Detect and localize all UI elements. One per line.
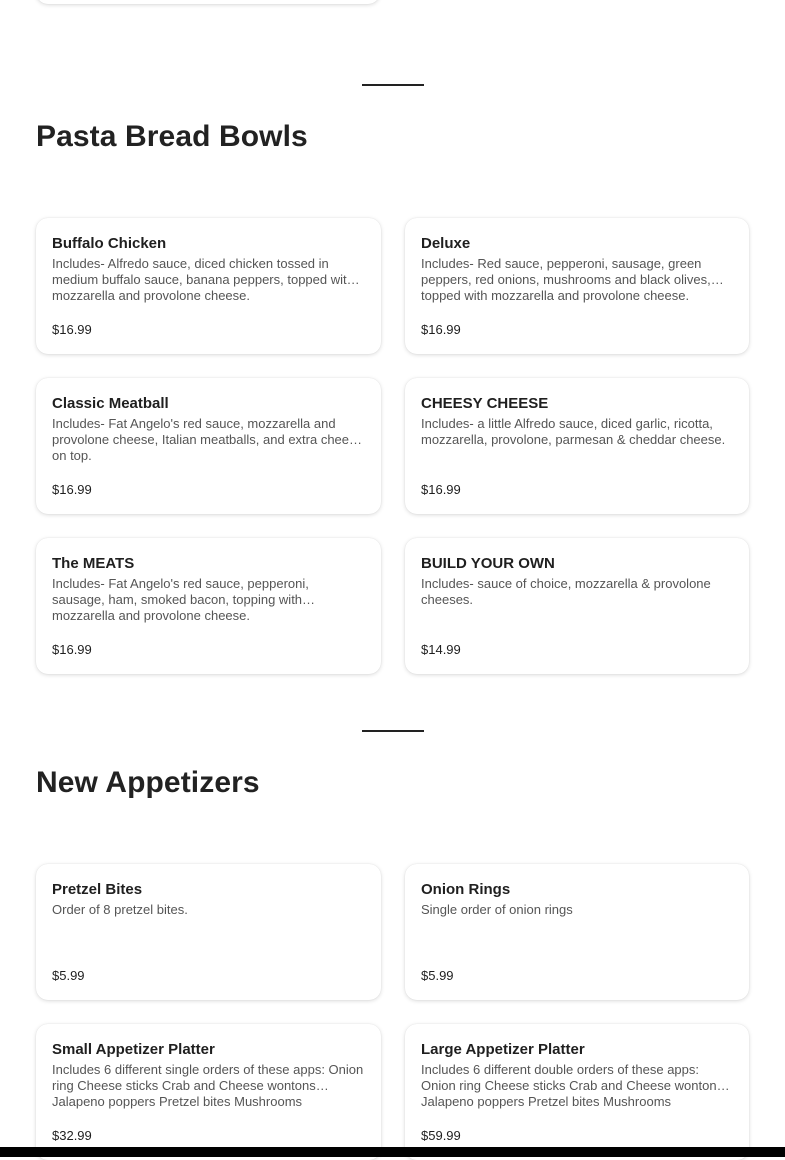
menu-item-price: $59.99 (421, 1128, 461, 1143)
menu-item-price: $16.99 (52, 482, 92, 497)
menu-item-name: Small Appetizer Platter (52, 1041, 215, 1058)
menu-item-price: $5.99 (421, 968, 454, 983)
menu-item-card[interactable] (405, 864, 749, 1000)
menu-item-description: Includes 6 different double orders of these apps: Onion ring Cheese sticks Crab and Cheese wontons Jalapeno poppers Pretzel bites Mushrooms (421, 1062, 724, 1109)
menu-item-price: $16.99 (52, 642, 92, 657)
menu-item-card[interactable] (405, 1024, 749, 1160)
menu-item-description: Includes- Fat Angelo's red sauce, mozzarella and provolone cheese, Italian meatballs, and extra cheese on top. (52, 416, 363, 463)
menu-item-name: Deluxe (421, 235, 471, 252)
menu-item-card[interactable] (36, 218, 381, 354)
menu-item-description: Single order of onion rings (421, 902, 573, 917)
menu-item-name: CHEESY CHEESE (421, 395, 549, 412)
menu-item-name: Large Appetizer Platter (421, 1041, 585, 1058)
menu-item-price: $5.99 (52, 968, 85, 983)
menu-item-price: $16.99 (421, 482, 461, 497)
section-divider (362, 730, 424, 732)
menu-item-description: Includes- Fat Angelo's red sauce, pepperoni, sausage, ham, smoked bacon, topping with mozzarella and provolone cheese. (52, 576, 309, 623)
menu-item-description: Includes- sauce of choice, mozzarella & provolone cheeses. (421, 576, 711, 607)
section-title-pasta-bread-bowls: Pasta Bread Bowls (36, 120, 308, 153)
menu-item-name: Pretzel Bites (52, 881, 143, 898)
section-divider (362, 84, 424, 86)
menu-item-price: $32.99 (52, 1128, 92, 1143)
menu-item-description: Includes- Red sauce, pepperoni, sausage, green peppers, red onions, mushrooms and black olives, topped with mozzarella and provolone cheese. (421, 256, 711, 303)
menu-item-name: The MEATS (52, 555, 135, 572)
menu-item-name: Onion Rings (421, 881, 511, 898)
menu-item-card[interactable] (36, 538, 381, 674)
menu-item-card[interactable] (405, 538, 749, 674)
menu-item-card[interactable] (36, 378, 381, 514)
menu-item-description: Includes- a little Alfredo sauce, diced garlic, ricotta, mozzarella, provolone, parmesan & cheddar cheese. (421, 416, 726, 447)
menu-item-name: Classic Meatball (52, 395, 169, 412)
menu-item-card[interactable] (36, 1024, 381, 1160)
menu-item-name: Buffalo Chicken (52, 235, 167, 252)
section-title-new-appetizers: New Appetizers (36, 766, 260, 799)
menu-grid-new-appetizers (36, 864, 749, 1160)
menu-item-description: Includes- Alfredo sauce, diced chicken tossed in medium buffalo sauce, banana peppers, topped with mozzarella and provolone cheese. (52, 256, 354, 303)
menu-item-description: Includes 6 different single orders of these apps: Onion ring Cheese sticks Crab and Cheese wontons Jalapeno poppers Pretzel bites Mushrooms (52, 1062, 364, 1109)
menu-item-card-partial[interactable] (36, 0, 380, 4)
menu-item-price: $16.99 (421, 322, 461, 337)
menu-item-price: $14.99 (421, 642, 461, 657)
menu-item-card[interactable] (405, 378, 749, 514)
bottom-bar (0, 1147, 785, 1157)
menu-item-card[interactable] (405, 218, 749, 354)
menu-item-price: $16.99 (52, 322, 92, 337)
menu-grid-pasta-bread-bowls (36, 218, 749, 674)
menu-item-card[interactable] (36, 864, 381, 1000)
menu-item-description: Order of 8 pretzel bites. (52, 902, 188, 917)
menu-item-name: BUILD YOUR OWN (421, 555, 555, 572)
